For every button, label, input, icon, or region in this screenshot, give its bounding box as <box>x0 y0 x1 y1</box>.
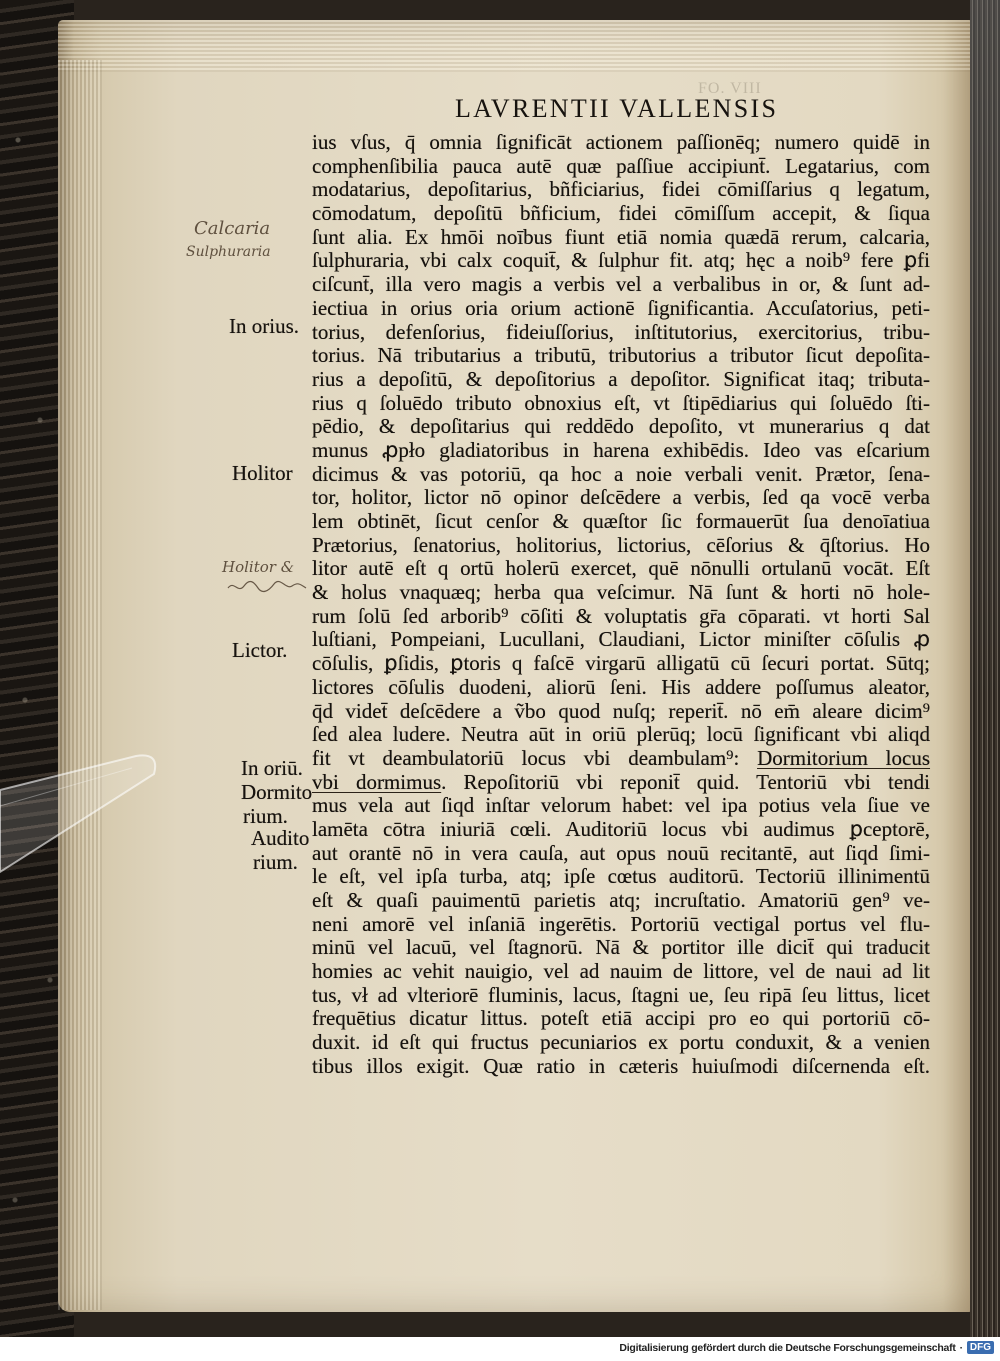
text-line: lem obtinēt, ſicut cenſor & quæſtor ſic formauerūt ſua denoīatiua <box>312 509 930 533</box>
footer-credit-row <box>619 1341 994 1354</box>
text-line: torius. Nā tributarius a tributū, tributorius a tributor ſicut depoſita- <box>312 343 930 368</box>
text-block-edge <box>970 0 1000 1337</box>
text-line: iectiua in orius oria orium actionē ſignificantia. Accuſatorius, peti- <box>312 295 930 320</box>
margin-note-dormito: Dormito <box>241 780 313 804</box>
margin-note-auditorium-end: rium. <box>253 850 298 874</box>
text-line: cōmodatum, depoſitū bñficium, fidei cōmiſſum accepit, & ſiqua <box>312 201 930 226</box>
book-clip <box>0 728 172 880</box>
text-line: lictores cōſulis duodeni, aliorū ſeni. His addere poſſumus aleator, <box>312 674 930 699</box>
text-segment: . Repoſitoriū vbi reponit̄ quid. Tentoriū vbi tendi <box>441 769 930 794</box>
text-line: ſed alea ludere. Neutra aūt in oriū plerūq; locū ſignificant vbi aliqd <box>312 722 930 747</box>
text-line: minū vel lacuū, vel ſtagnorū. Nā & portitor ille dicit̄ qui traducit <box>312 935 930 960</box>
text-line: q̄d videt̄ deſcēdere a ṽbo quod nuſq; reperit̄. nō em̄ aleare dicim⁹ <box>312 698 930 723</box>
text-line: eſt & quaſi pauimentū parietis atq; incruſtatio. Amatoriū gen⁹ ve- <box>312 888 930 912</box>
text-line: ſulphuraria, vbi calx coquit̄, & ſulphur fit. atq; hęc a noib⁹ fere ꝑfi <box>312 248 930 273</box>
margin-note-in-oriu: In oriū. <box>241 756 303 780</box>
page-stack-top-edge <box>58 20 972 72</box>
text-line: comphenſibilia pauca autē quæ paſſiue accipiunt̄. Legatarius, com <box>312 153 930 178</box>
margin-note-lictor: Lictor. <box>232 638 288 662</box>
underlined-text: vbi dormimus <box>312 769 442 794</box>
text-line: munus ꝓpło gladiatoribus in harena exhibēdis. Ideo vas eſcarium <box>312 437 930 462</box>
text-line: tibus illos exigit. Quæ ratio in cæteris huiuſmodi diſcernenda eſt. <box>312 1053 930 1078</box>
text-line: & holus vnaquæq; herba qua veſcimur. Nā ſunt & horti nō hole- <box>312 580 930 605</box>
handwritten-note-sulphuraria: Sulphuraria <box>186 244 271 260</box>
margin-note-audito: Audito <box>251 826 310 850</box>
text-line: cōſulis, ꝑſidis, ꝑtoris q faſcē virgarū alligatū cū ſecuri portat. Sūtq; <box>312 651 930 676</box>
text-line: le eſt, vel ipſa turba, atq; ipſe cœtus auditorū. Tectoriū illinimentū <box>312 864 930 889</box>
text-line: frequētius dicatur littus. poteſt etiā accipi pro eo qui portoriū cō- <box>312 1006 930 1031</box>
page-stack-left-edge <box>58 60 102 1310</box>
footer-separator: · <box>959 1341 963 1354</box>
text-line: neni amorē vel inſaniā ingerētis. Portoriū vectigal portus vel flu- <box>312 911 930 936</box>
text-line: dicimus & vas potoriū, qa hoc a noie verbali venit. Prætor, ſena- <box>312 461 930 486</box>
margin-note-in-orius: In orius. <box>229 314 299 338</box>
handwritten-note-calcaria: Calcaria <box>194 218 271 239</box>
margin-note-holitor: Holitor <box>232 461 293 485</box>
handwritten-note-holitor: Holitor & <box>222 558 295 576</box>
text-line: luſtiani, Pompeiani, Lucullani, Claudiani, Lictor miniſter cōſulis ꝓ <box>312 627 930 652</box>
text-line: lamēta cōtra iniuriā cœli. Auditoriū locus vbi audimus ꝑceptorē, <box>312 816 930 841</box>
text-line <box>312 771 930 795</box>
text-line: ſunt alia. Ex hmōi noībus fiunt etiā nomia quædā rerum, calcaria, <box>312 224 930 249</box>
margin-note-dormitorium-end: rium. <box>243 804 288 828</box>
handwritten-scribble <box>226 578 310 596</box>
text-line: Prætorius, ſenatorius, holitorius, lictorius, cēſorius & q̄ſtorius. Ho <box>312 532 930 557</box>
text-line: modatarius, depoſitarius, bñficiarius, fidei cōmiſſarius q legatum, <box>312 177 930 202</box>
text-line: ciſcunt̄, illa vero magis a verbis vel a verbalibus in or, & ſunt ad- <box>312 272 930 297</box>
text-line: aut orantē nō in vera cauſa, aut opus nouū recitantē, aut ſiqd ſimi- <box>312 840 930 865</box>
dfg-logo: DFG <box>967 1341 994 1354</box>
text-line: ius vſus, q̄ omnia ſignificāt actionem paſſionēq; numero quidē in <box>312 130 930 154</box>
text-line: tor, holitor, lictor nō opinor deſcēdere a verbis, ſed qa vocē verba <box>312 485 930 510</box>
running-title: LAVRENTII VALLENSIS <box>455 94 779 123</box>
text-line: rius q ſoluēdo tributo obnoxius eſt, vt ſtipēdiarius qui ſoluēdo ſti- <box>312 390 930 415</box>
text-line: duxit. id eſt qui fructus pecuniarios ex portu conduxit, & a venien <box>312 1030 930 1055</box>
text-line: homies ac vehit nauigio, vel ad nauim de littore, vel de naui ad lit <box>312 959 930 984</box>
digitization-footer <box>0 1337 1000 1361</box>
text-line: torius, defenſorius, fideiuſſorius, inſtitutorius, exercitorius, tribu- <box>312 319 930 344</box>
text-segment: fit vt deambulatoriū locus vbi deambulam⁹: <box>312 745 740 770</box>
text-line: rius a depoſitū, & depoſitorius a depoſitor. Significat itaq; tributa- <box>312 366 930 391</box>
text-line: rum ſolū ſed arborib⁹ cōſiti & voluptatis gr̄a cōparati. vt horti Sal <box>312 603 930 628</box>
footer-credit-text: Digitalisierung gefördert durch die Deutsche Forschungsgemeinschaft <box>619 1341 956 1354</box>
main-text-block <box>312 131 930 1079</box>
text-line: litor autē eſt q ortū holerū exercet, quē nōnulli ortulanū vocāt. Eſt <box>312 556 930 581</box>
text-line: tus, vł ad vlteriorē fluminis, lacus, ſtagni ue, ſeu ripā ſeu littus, licet <box>312 982 930 1007</box>
bleed-through-folio: FO. VIII <box>698 80 762 97</box>
underlined-text: Dormitorium locus <box>757 745 931 770</box>
text-line: mus vela aut ſiqd inſtar velorum habet: vel ipa potius vela ſiue ve <box>312 793 930 818</box>
text-line <box>312 747 930 771</box>
text-line: pēdio, & depoſitarius qui reddēdo depoſito, vt munerarius q dat <box>312 414 930 439</box>
